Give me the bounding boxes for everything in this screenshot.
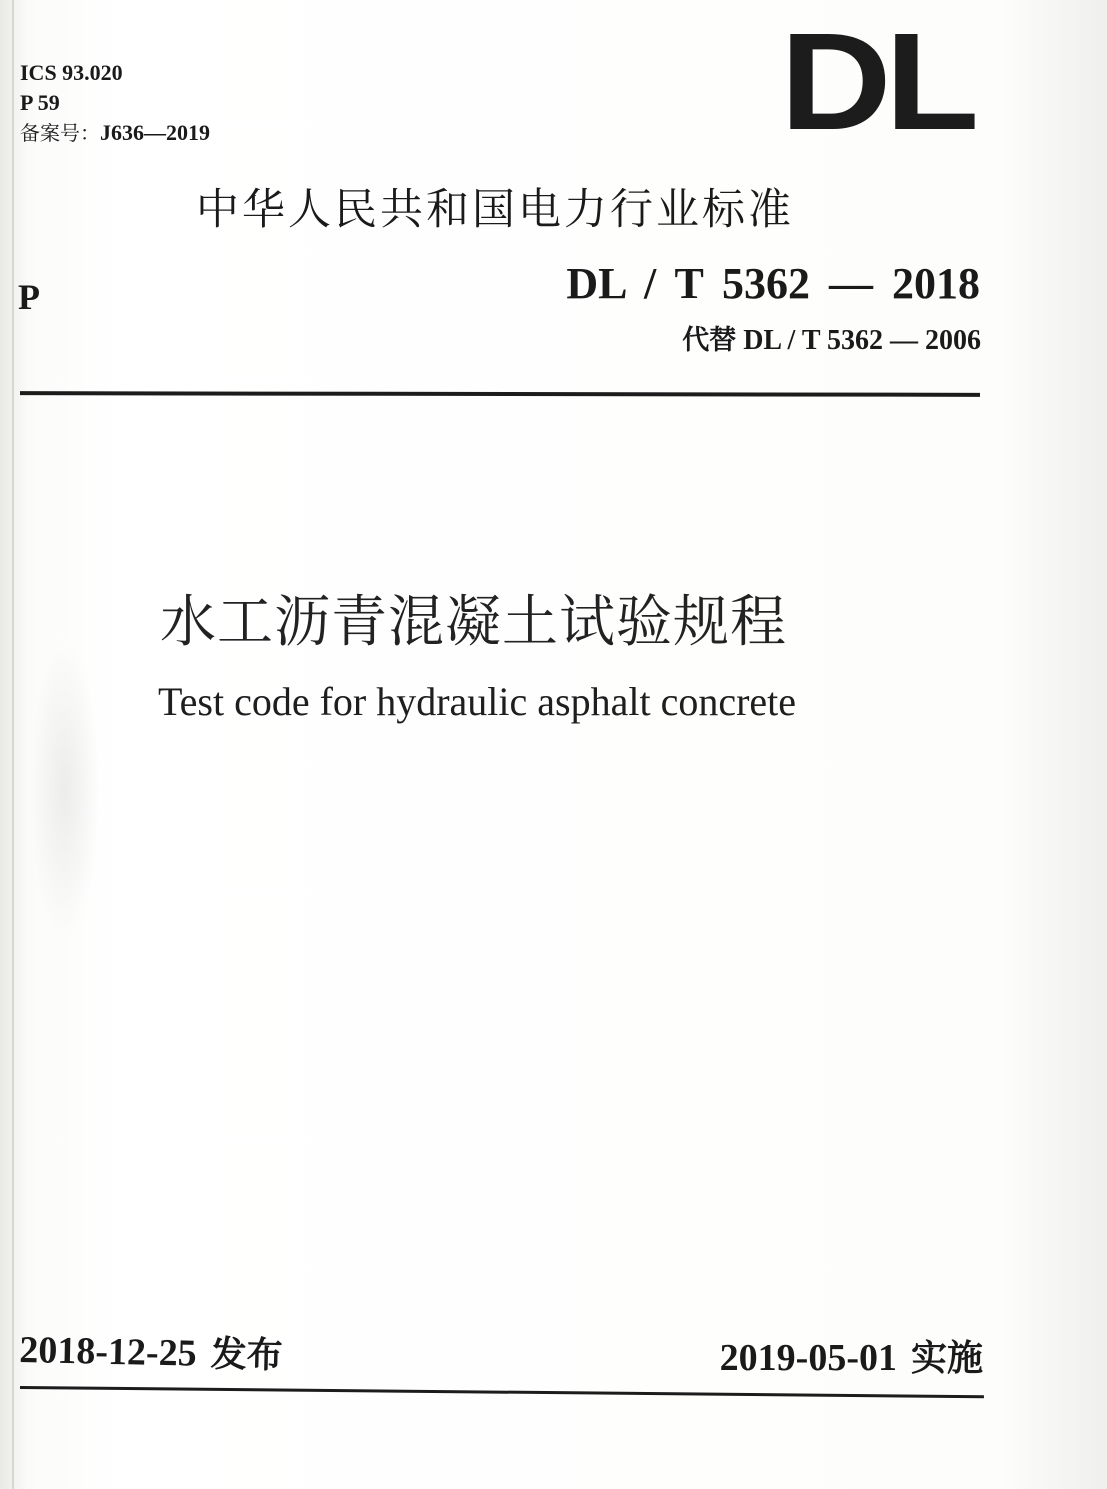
industry-standard-heading: 中华人民共和国电力行业标准 — [196, 185, 794, 235]
page-edge — [12, 0, 14, 1489]
filing-number: J636—2019 — [100, 120, 210, 145]
bottom-divider — [20, 1386, 984, 1398]
classification-letter: P — [18, 277, 40, 317]
filing-number-line — [20, 118, 210, 148]
title-english: Test code for hydraulic asphalt concrete — [158, 679, 797, 724]
scan-glare — [30, 640, 100, 940]
replaced-standard — [682, 318, 981, 357]
ics-code: ICS 93.020 — [20, 60, 123, 85]
implementation-label: 实施 — [910, 1338, 983, 1379]
top-divider — [20, 391, 980, 397]
dl-logo: DL — [780, 30, 973, 134]
replace-label: 代替 — [682, 325, 737, 356]
classification-block — [20, 58, 210, 148]
standard-number: DL / T 5362 — 2018 — [566, 259, 980, 308]
issue-date: 2018-12-25 — [18, 1328, 198, 1375]
ccs-code: P 59 — [20, 90, 60, 115]
filing-label: 备案号： — [20, 121, 100, 145]
issue-label: 发布 — [210, 1334, 284, 1377]
replaced-standard-number: DL / T 5362 — 2006 — [743, 325, 981, 356]
implementation-date-line — [720, 1330, 983, 1381]
issue-date-line — [19, 1322, 283, 1379]
implementation-date: 2019-05-01 — [719, 1337, 897, 1379]
title-chinese: 水工沥青混凝土试验规程 — [160, 590, 787, 655]
